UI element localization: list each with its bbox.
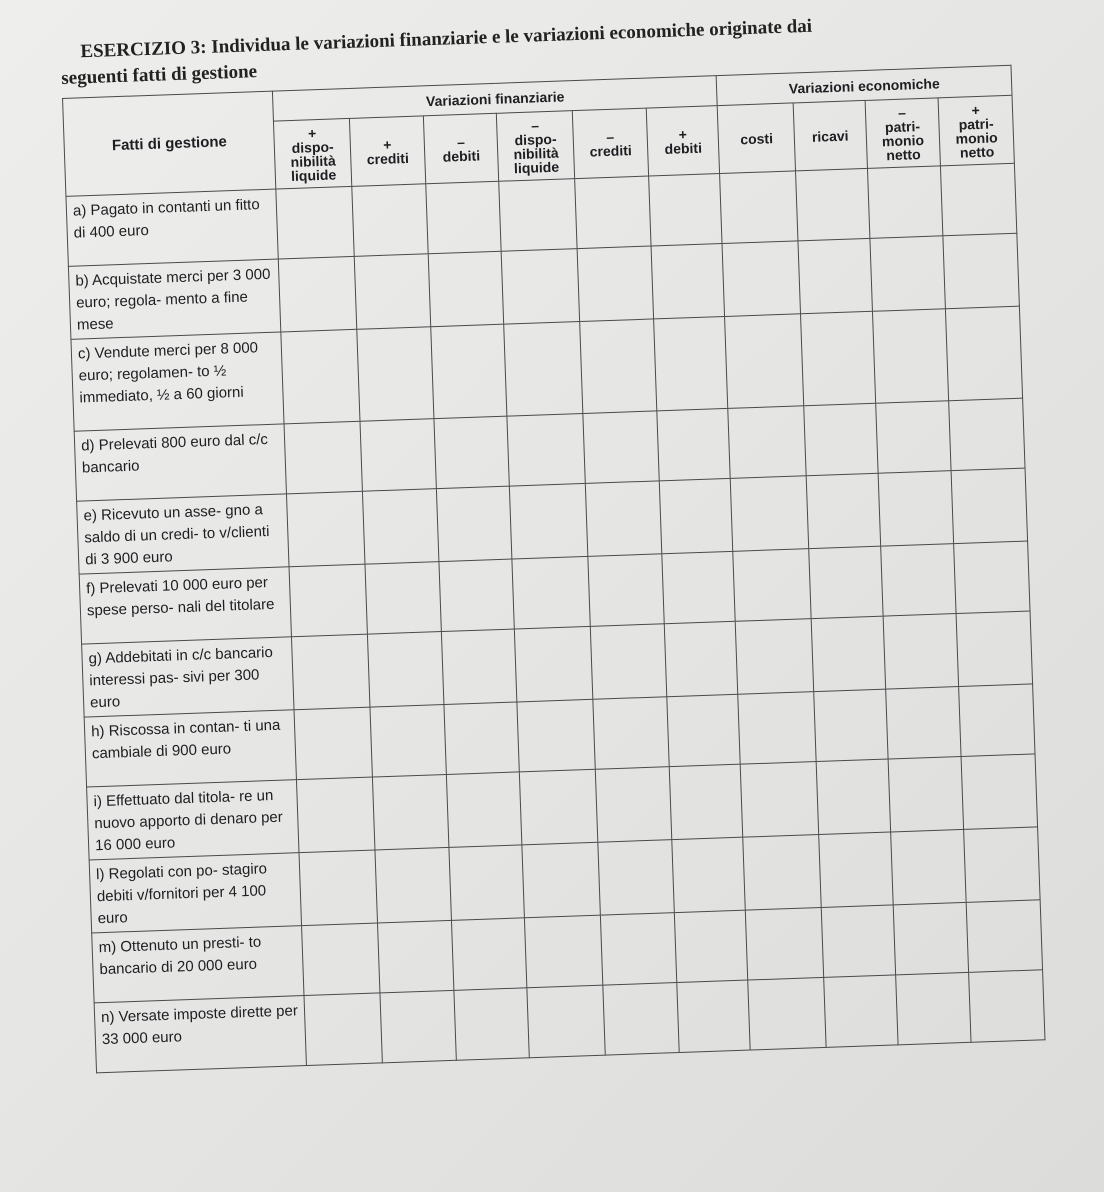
- answer-cell[interactable]: [449, 845, 525, 921]
- answer-cell[interactable]: [281, 329, 360, 424]
- answer-cell[interactable]: [434, 416, 510, 489]
- answer-cell[interactable]: [378, 920, 454, 993]
- fatto-di-gestione-label: a) Pagato in contanti un fitto di 400 euro: [66, 189, 279, 266]
- answer-cell[interactable]: [527, 985, 605, 1058]
- answer-cell[interactable]: [796, 168, 870, 240]
- answer-cell[interactable]: [603, 983, 679, 1056]
- answer-cell[interactable]: [279, 256, 357, 332]
- answer-cell[interactable]: [380, 990, 456, 1063]
- answer-cell[interactable]: [426, 181, 502, 254]
- answer-cell[interactable]: [585, 481, 661, 557]
- answer-cell[interactable]: [811, 616, 885, 691]
- answer-cell[interactable]: [875, 401, 951, 474]
- answer-cell[interactable]: [512, 556, 590, 629]
- answer-cell[interactable]: [943, 233, 1019, 309]
- column-label: patri- monio netto: [955, 114, 998, 161]
- column-sign: +: [678, 125, 688, 142]
- column-label: dispo- nibilità liquide: [513, 130, 560, 176]
- answer-cell[interactable]: [733, 549, 811, 622]
- answer-cell[interactable]: [731, 476, 809, 552]
- answer-cell[interactable]: [969, 970, 1045, 1043]
- answer-cell[interactable]: [954, 541, 1030, 614]
- fatto-di-gestione-label: g) Addebitati in c/c bancario interessi pas- sivi per 300 euro: [82, 637, 295, 717]
- answer-cell[interactable]: [946, 306, 1023, 401]
- answer-cell[interactable]: [720, 171, 798, 244]
- answer-cell[interactable]: [814, 689, 888, 761]
- column-sign: –: [897, 104, 907, 121]
- answer-cell[interactable]: [662, 551, 736, 623]
- answer-cell[interactable]: [352, 184, 428, 257]
- column-sign: –: [456, 133, 466, 150]
- answer-cell[interactable]: [593, 697, 669, 770]
- answer-cell[interactable]: [444, 702, 520, 775]
- answer-cell[interactable]: [674, 910, 748, 982]
- column-label: crediti: [589, 141, 632, 160]
- worksheet-content: [60, 7, 1046, 1074]
- column-label: debiti: [664, 139, 703, 157]
- answer-cell[interactable]: [667, 694, 741, 766]
- answer-cell[interactable]: [964, 827, 1040, 903]
- answer-cell[interactable]: [299, 850, 377, 926]
- answer-cell[interactable]: [888, 756, 964, 832]
- answer-cell[interactable]: [370, 705, 446, 778]
- answer-cell[interactable]: [653, 316, 728, 410]
- answer-cell[interactable]: [517, 699, 595, 772]
- answer-cell[interactable]: [502, 249, 580, 325]
- answer-cell[interactable]: [504, 322, 583, 417]
- answer-cell[interactable]: [431, 324, 508, 419]
- answer-cell[interactable]: [725, 314, 804, 409]
- answer-cell[interactable]: [375, 847, 451, 923]
- answer-cell[interactable]: [672, 837, 746, 912]
- fatto-di-gestione-label: n) Versate imposte dirette per 33 000 euro: [94, 996, 307, 1073]
- answer-cell[interactable]: [588, 554, 664, 627]
- column-label: crediti: [366, 149, 410, 167]
- answer-cell[interactable]: [651, 244, 725, 319]
- answer-cell[interactable]: [580, 319, 657, 414]
- column-sign: +: [971, 101, 980, 118]
- answer-cell[interactable]: [439, 559, 515, 632]
- column-label: ricavi: [811, 127, 849, 145]
- answer-cell[interactable]: [598, 840, 674, 916]
- answer-cell[interactable]: [575, 176, 651, 249]
- answer-cell[interactable]: [872, 309, 949, 404]
- fatto-di-gestione-label: m) Ottenuto un presti- to bancario di 20 000 euro: [92, 926, 305, 1003]
- answer-cell[interactable]: [648, 174, 722, 246]
- answer-cell[interactable]: [292, 634, 370, 710]
- answer-cell[interactable]: [798, 238, 872, 313]
- answer-cell[interactable]: [895, 972, 971, 1045]
- answer-cell[interactable]: [819, 832, 893, 907]
- answer-cell[interactable]: [294, 707, 372, 780]
- answer-cell[interactable]: [357, 327, 434, 422]
- answer-cell[interactable]: [373, 774, 449, 850]
- answer-cell[interactable]: [867, 166, 943, 239]
- fatto-di-gestione-label: c) Vendute merci per 8 000 euro; regolamen- to ½ immediato, ½ a 60 giorni: [71, 332, 284, 431]
- column-header: [274, 118, 352, 189]
- answer-cell[interactable]: [302, 923, 380, 996]
- answer-cell[interactable]: [601, 913, 677, 986]
- answer-cell[interactable]: [525, 915, 603, 988]
- answer-cell[interactable]: [949, 398, 1025, 471]
- fatto-di-gestione-label: h) Riscossa in contan- ti una cambiale di 900 euro: [84, 710, 297, 787]
- answer-cell[interactable]: [743, 835, 821, 911]
- answer-cell[interactable]: [522, 842, 600, 918]
- answer-cell[interactable]: [590, 624, 666, 700]
- fatto-di-gestione-label: f) Prelevati 10 000 euro per spese perso- nali del titolare: [79, 567, 292, 644]
- answer-cell[interactable]: [441, 629, 517, 705]
- answer-cell[interactable]: [365, 562, 441, 635]
- answer-cell[interactable]: [297, 777, 375, 853]
- column-label: costi: [739, 129, 774, 147]
- answer-cell[interactable]: [722, 241, 800, 317]
- answer-cell[interactable]: [368, 632, 444, 708]
- answer-cell[interactable]: [577, 246, 653, 322]
- column-header: [718, 103, 796, 174]
- header-fatti-di-gestione: Fatti di gestione: [63, 91, 277, 196]
- fatto-di-gestione-label: d) Prelevati 800 euro dal c/c bancario: [74, 424, 287, 501]
- answer-cell[interactable]: [289, 564, 367, 637]
- answer-cell[interactable]: [746, 907, 824, 980]
- answer-cell[interactable]: [816, 759, 890, 834]
- answer-cell[interactable]: [801, 311, 876, 405]
- fatto-di-gestione-label: l) Regolati con po- stagiro debiti v/fornitori per 4 100 euro: [89, 853, 302, 933]
- answer-cell[interactable]: [451, 918, 527, 991]
- answer-cell[interactable]: [878, 471, 954, 547]
- column-sign: +: [307, 124, 317, 141]
- fatto-di-gestione-label: e) Ricevuto un asse- gno a saldo di un credi- to v/clienti di 3 900 euro: [77, 494, 290, 574]
- answer-cell[interactable]: [657, 408, 731, 480]
- answer-cell[interactable]: [809, 546, 883, 618]
- column-sign: +: [382, 136, 392, 153]
- column-label: patri- monio netto: [881, 117, 925, 163]
- answer-cell[interactable]: [870, 236, 946, 312]
- answer-cell[interactable]: [956, 611, 1032, 687]
- header-variazioni-economiche: Variazioni economiche: [717, 65, 1013, 105]
- fatto-di-gestione-label: i) Effettuato dal titola- re un nuovo apporto di denaro per 16 000 euro: [87, 780, 300, 860]
- answer-cell[interactable]: [738, 692, 816, 765]
- answer-cell[interactable]: [748, 977, 826, 1050]
- column-header: [938, 95, 1014, 166]
- answer-cell[interactable]: [428, 251, 504, 327]
- answer-cell[interactable]: [804, 403, 878, 475]
- answer-cell[interactable]: [677, 980, 751, 1052]
- answer-cell[interactable]: [284, 421, 362, 494]
- answer-cell[interactable]: [741, 762, 819, 838]
- answer-cell[interactable]: [520, 769, 598, 845]
- column-label: debiti: [442, 146, 481, 165]
- answer-cell[interactable]: [446, 772, 522, 848]
- title-line-1: ESERCIZIO 3: Individua le variazioni finanziarie e le variazioni economiche originate dai: [80, 15, 813, 63]
- column-header: [865, 98, 941, 169]
- answer-cell[interactable]: [961, 754, 1037, 830]
- column-sign: –: [530, 116, 540, 134]
- column-header: [350, 116, 426, 187]
- answer-cell[interactable]: [360, 419, 436, 492]
- column-header: [793, 100, 867, 170]
- column-header: [572, 108, 648, 179]
- column-label: dispo- nibilità liquide: [290, 138, 337, 184]
- answer-cell[interactable]: [883, 614, 959, 690]
- answer-cell[interactable]: [499, 179, 577, 252]
- answer-cell[interactable]: [728, 406, 806, 479]
- answer-cell[interactable]: [287, 491, 365, 567]
- fatto-di-gestione-label: b) Acquistate merci per 3 000 euro; regola- mento a fine mese: [68, 259, 281, 339]
- answer-cell[interactable]: [659, 478, 733, 553]
- answer-cell[interactable]: [276, 186, 354, 259]
- answer-cell[interactable]: [941, 163, 1017, 236]
- answer-cell[interactable]: [515, 626, 593, 702]
- answer-cell[interactable]: [583, 411, 659, 484]
- column-header: [646, 106, 720, 176]
- answer-cell[interactable]: [363, 489, 439, 565]
- answer-cell[interactable]: [436, 486, 512, 562]
- answer-cell[interactable]: [669, 764, 743, 839]
- answer-cell[interactable]: [507, 413, 585, 486]
- answer-cell[interactable]: [893, 902, 969, 975]
- column-sign: –: [606, 128, 615, 145]
- answer-cell[interactable]: [354, 254, 430, 330]
- answer-cell[interactable]: [510, 483, 588, 559]
- answer-cell[interactable]: [959, 684, 1035, 757]
- variations-table: [62, 65, 1045, 1074]
- answer-cell[interactable]: [304, 993, 382, 1066]
- answer-cell[interactable]: [595, 767, 671, 843]
- answer-cell[interactable]: [664, 621, 738, 696]
- answer-cell[interactable]: [890, 829, 966, 905]
- answer-cell[interactable]: [736, 619, 814, 695]
- answer-cell[interactable]: [880, 544, 956, 617]
- answer-cell[interactable]: [454, 988, 530, 1061]
- answer-cell[interactable]: [821, 905, 895, 977]
- title-line-2: seguenti fatti di gestione: [60, 61, 258, 89]
- column-header: [497, 111, 575, 182]
- header-variazioni-finanziarie: Variazioni finanziarie: [273, 76, 718, 121]
- answer-cell[interactable]: [824, 975, 898, 1047]
- answer-cell[interactable]: [951, 468, 1027, 544]
- column-header: [423, 113, 499, 184]
- answer-cell[interactable]: [966, 900, 1042, 973]
- answer-cell[interactable]: [885, 687, 961, 760]
- answer-cell[interactable]: [806, 473, 880, 548]
